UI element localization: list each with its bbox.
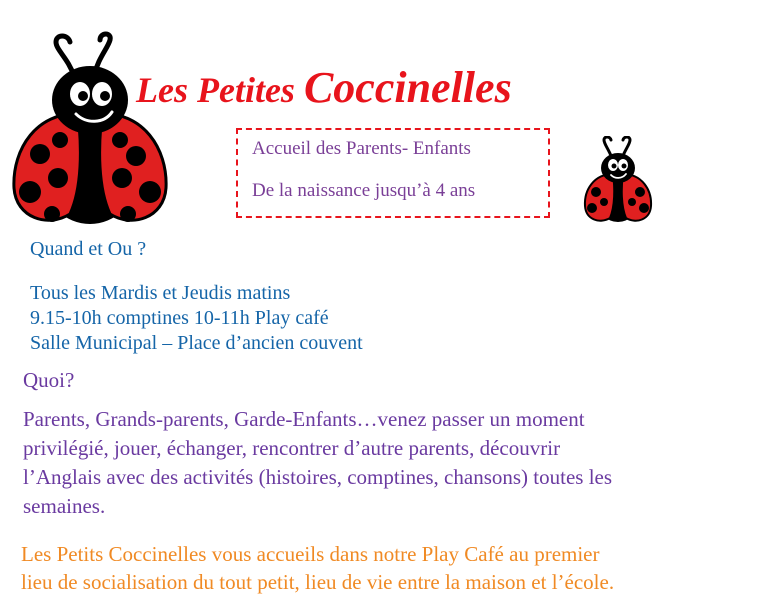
page-title xyxy=(136,62,512,113)
what-line-3: l’Anglais avec des activités (histoires, comptines, chansons) toutes les xyxy=(23,465,613,489)
when-where-heading: Quand et Ou ? xyxy=(30,238,147,260)
what-line-1: Parents, Grands-parents, Garde-Enfants…venez passer un moment xyxy=(23,407,585,431)
info-line-2: De la naissance jusqu’à 4 ans xyxy=(252,180,476,201)
when-where-line-3: Salle Municipal – Place d’ancien couvent xyxy=(30,332,363,354)
ladybug-large-icon xyxy=(8,28,170,228)
info-line-1: Accueil des Parents- Enfants xyxy=(252,138,471,159)
what-heading: Quoi? xyxy=(23,368,75,392)
footer-line-1: Les Petits Coccinelles vous accueils dans notre Play Café au premier xyxy=(21,542,600,566)
when-where-line-2: 9.15-10h comptines 10-11h Play café xyxy=(30,307,329,329)
what-line-2: privilégié, jouer, échanger, rencontrer d’autre parents, découvrir xyxy=(23,436,561,460)
what-line-4: semaines. xyxy=(23,494,106,518)
footer-line-2: lieu de socialisation du tout petit, lieu de vie entre la maison et l’école. xyxy=(21,570,615,594)
when-where-line-1: Tous les Mardis et Jeudis matins xyxy=(30,282,291,304)
title-part2: Coccinelles xyxy=(303,63,512,112)
ladybug-small-icon xyxy=(582,136,654,224)
title-part1: Les Petites xyxy=(136,70,304,110)
